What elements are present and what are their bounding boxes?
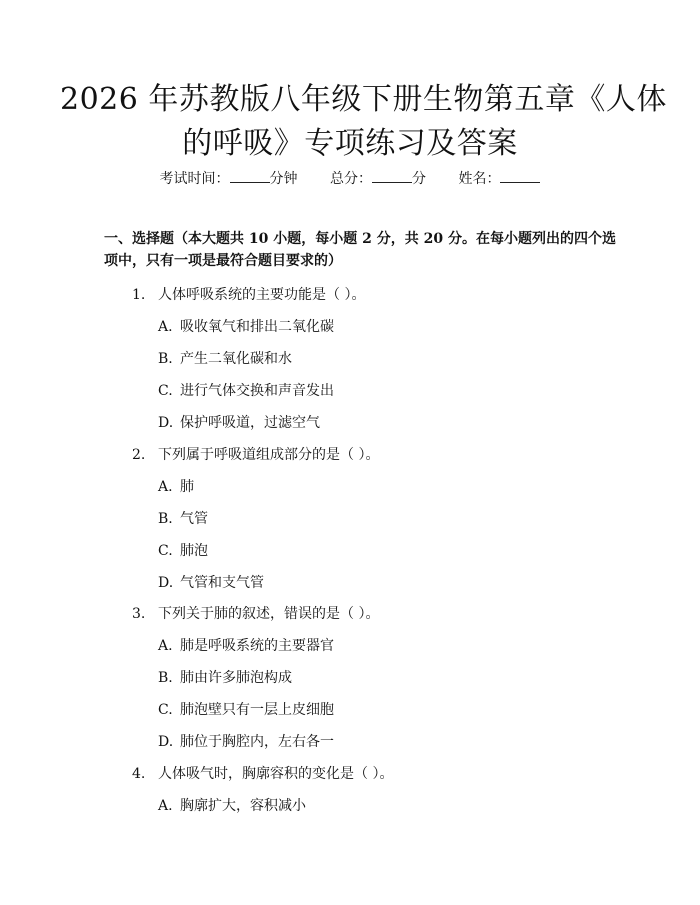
question-number: 1. — [132, 287, 146, 303]
exam-time — [160, 168, 298, 188]
option-text: 产生二氧化碳和水 — [180, 351, 292, 367]
option-text: 肺 — [180, 479, 194, 495]
option-letter: A. — [158, 319, 173, 335]
question-2-option-b[interactable] — [158, 508, 208, 528]
question-1 — [132, 284, 365, 304]
option-text: 进行气体交换和声音发出 — [180, 383, 334, 399]
option-letter: D. — [158, 415, 174, 431]
question-2-option-a[interactable] — [158, 476, 194, 496]
option-text: 吸收氧气和排出二氧化碳 — [180, 319, 334, 335]
total-score-unit: 分 — [412, 171, 426, 187]
question-3-option-a[interactable] — [158, 635, 334, 655]
question-1-option-b[interactable] — [158, 348, 292, 368]
option-letter: B. — [158, 670, 173, 686]
option-letter: C. — [158, 383, 173, 399]
document-title — [60, 78, 667, 166]
option-text: 肺由许多肺泡构成 — [180, 670, 292, 686]
question-1-option-d[interactable] — [158, 412, 320, 432]
student-name-label: 姓名： — [458, 171, 501, 187]
option-letter: A. — [158, 798, 173, 814]
option-letter: D. — [158, 575, 174, 591]
question-number: 3. — [132, 606, 146, 622]
option-letter: D. — [158, 734, 174, 750]
section-heading-line-1: 一、选择题（本大题共 10 小题，每小题 2 分，共 20 分。在每小题列出的四个选 — [104, 231, 616, 247]
question-4-option-a[interactable] — [158, 795, 306, 815]
exam-info-row — [0, 168, 700, 188]
question-3 — [132, 603, 379, 623]
title-line-1: 2026 年苏教版八年级下册生物第五章《人体 — [60, 82, 667, 117]
total-score-blank[interactable] — [372, 170, 412, 183]
option-text: 肺泡 — [180, 543, 208, 559]
option-text: 肺位于胸腔内，左右各一 — [180, 734, 334, 750]
question-text: 人体呼吸系统的主要功能是（ ）。 — [158, 287, 366, 303]
question-1-option-c[interactable] — [158, 380, 334, 400]
option-text: 肺泡壁只有一层上皮细胞 — [180, 702, 334, 718]
question-text: 下列关于肺的叙述，错误的是（ ）。 — [158, 606, 380, 622]
question-2-option-c[interactable] — [158, 540, 208, 560]
option-text: 保护呼吸道，过滤空气 — [180, 415, 320, 431]
option-text: 气管和支气管 — [180, 575, 264, 591]
question-number: 4. — [132, 766, 146, 782]
option-letter: A. — [158, 638, 173, 654]
question-text: 下列属于呼吸道组成部分的是（ ）。 — [158, 447, 380, 463]
option-letter: C. — [158, 543, 173, 559]
student-name-blank[interactable] — [500, 170, 540, 183]
question-4 — [132, 763, 393, 783]
question-3-option-d[interactable] — [158, 731, 334, 751]
section-heading-line-2: 项中，只有一项是最符合题目要求的） — [104, 253, 342, 269]
exam-time-label: 考试时间： — [159, 171, 230, 187]
option-text: 气管 — [180, 511, 208, 527]
question-number: 2. — [132, 447, 146, 463]
option-text: 肺是呼吸系统的主要器官 — [180, 638, 334, 654]
option-text: 胸廓扩大，容积减小 — [180, 798, 306, 814]
total-score-label: 总分： — [330, 171, 372, 187]
option-letter: B. — [158, 511, 173, 527]
student-name — [458, 168, 540, 188]
question-3-option-b[interactable] — [158, 667, 292, 687]
question-2 — [132, 444, 379, 464]
section-heading — [104, 228, 624, 272]
option-letter: A. — [158, 479, 173, 495]
total-score — [330, 168, 426, 188]
title-line-2: 的呼吸》专项练习及答案 — [182, 126, 518, 161]
option-letter: B. — [158, 351, 173, 367]
question-2-option-d[interactable] — [158, 572, 264, 592]
option-letter: C. — [158, 702, 173, 718]
question-text: 人体吸气时，胸廓容积的变化是（ ）。 — [158, 766, 394, 782]
exam-time-unit: 分钟 — [269, 171, 298, 187]
exam-time-blank[interactable] — [230, 170, 270, 183]
question-3-option-c[interactable] — [158, 699, 334, 719]
question-1-option-a[interactable] — [158, 316, 334, 336]
